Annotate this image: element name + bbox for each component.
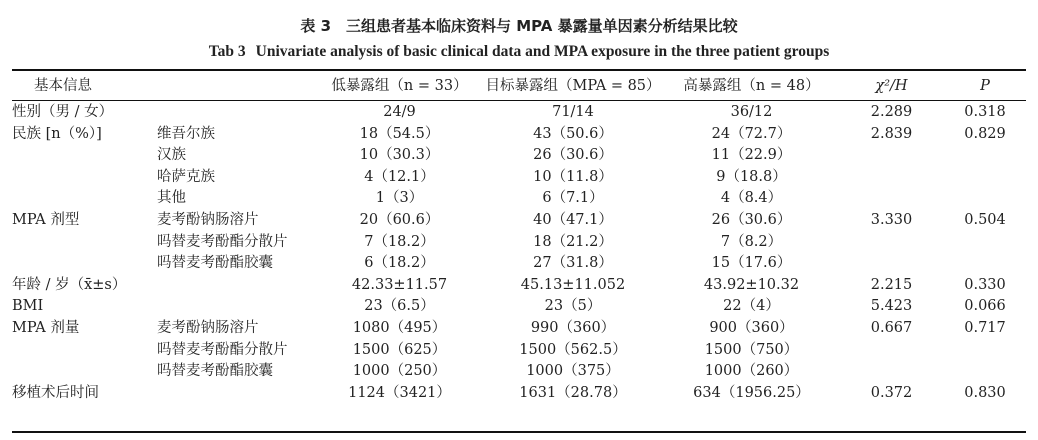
cell-item — [12, 340, 157, 362]
cell-statistic — [839, 340, 944, 362]
cell-item — [12, 145, 157, 167]
cell-high: 900（360） — [709, 319, 794, 336]
cell-low: 1（3） — [375, 190, 424, 207]
cell-high: 26（30.6） — [711, 211, 792, 228]
cell-target: 6（7.1） — [542, 190, 604, 207]
header-high-exposure: 高暴露组（n = 48） — [683, 78, 820, 94]
table-row — [12, 232, 1026, 254]
cell-target: 71/14 — [552, 104, 594, 120]
cell-item: MPA 剂型 — [12, 211, 80, 228]
table-row — [12, 318, 1026, 340]
cell-target: 10（11.8） — [533, 168, 613, 185]
table-row — [12, 361, 1026, 383]
cell-p — [944, 253, 1026, 275]
cell-target: 26（30.6） — [533, 147, 613, 164]
cell-item: 性别（男 / 女） — [12, 104, 114, 120]
cell-p — [944, 340, 1026, 362]
table-number: Tab 3 — [208, 43, 246, 60]
cell-statistic — [839, 361, 944, 383]
cell-subitem: 吗替麦考酚酯分散片 — [157, 233, 288, 250]
cell-target: 45.13±11.052 — [520, 276, 626, 293]
cell-target: 27（31.8） — [533, 255, 613, 272]
cell-statistic — [839, 145, 944, 167]
cell-item — [12, 361, 157, 383]
table-body — [12, 102, 1026, 404]
cell-statistic — [839, 167, 944, 189]
cell-item: BMI — [12, 298, 44, 315]
cell-low: 42.33±11.57 — [351, 276, 448, 293]
cell-p — [944, 145, 1026, 167]
cell-high: 9（18.8） — [716, 168, 787, 185]
cell-low: 18（54.5） — [359, 125, 440, 142]
cell-p: 0.830 — [964, 384, 1006, 401]
cell-subitem: 吗替麦考酚酯分散片 — [157, 341, 288, 358]
table-row — [12, 253, 1026, 275]
cell-subitem — [157, 383, 317, 405]
table-row — [12, 124, 1026, 146]
cell-target: 1631（28.78） — [519, 384, 627, 401]
cell-high: 15（17.6） — [711, 255, 792, 272]
cell-high: 43.92±10.32 — [703, 276, 800, 293]
cell-high: 4（8.4） — [720, 190, 783, 207]
table-title-cn: 表 3 三组患者基本临床资料与 MPA 暴露量单因素分析结果比较 — [300, 17, 738, 35]
cell-target: 1500（562.5） — [519, 341, 627, 358]
cell-p: 0.318 — [964, 104, 1006, 120]
cell-subitem: 麦考酚钠肠溶片 — [157, 211, 259, 228]
table-row — [12, 102, 1026, 124]
table-row — [12, 188, 1026, 210]
data-table — [12, 74, 1026, 404]
cell-high: 36/12 — [730, 104, 773, 120]
cell-low: 1080（495） — [352, 319, 447, 336]
cell-p: 0.504 — [964, 211, 1006, 228]
table-top-rule — [12, 69, 1026, 71]
cell-low: 4（12.1） — [364, 168, 435, 185]
header-row — [12, 74, 1026, 98]
cell-subitem: 哈萨克族 — [157, 168, 215, 185]
cell-target: 40（47.1） — [533, 211, 613, 228]
cell-p: 0.717 — [964, 319, 1006, 336]
header-target-exposure: 目标暴露组（MPA = 85） — [485, 78, 661, 94]
header-statistic: χ²/H — [875, 78, 908, 94]
cell-p — [944, 167, 1026, 189]
cell-low: 23（6.5） — [364, 298, 435, 315]
cell-subitem: 麦考酚钠肠溶片 — [157, 319, 259, 336]
cell-subitem: 汉族 — [157, 147, 186, 164]
cell-item: MPA 剂量 — [12, 319, 80, 336]
table-title-en-text: Univariate analysis of basic clinical data and MPA exposure in the three patient groups — [255, 43, 830, 60]
cell-low: 6（18.2） — [364, 255, 435, 272]
header-p-value: P — [980, 78, 990, 94]
header-low-exposure: 低暴露组（n = 33） — [331, 78, 468, 94]
cell-target: 23（5） — [544, 298, 602, 315]
cell-low: 20（60.6） — [359, 211, 440, 228]
cell-target: 1000（375） — [526, 363, 620, 380]
cell-item — [12, 188, 157, 210]
cell-high: 634（1956.25） — [693, 384, 810, 401]
cell-target: 18（21.2） — [533, 233, 613, 250]
table-bottom-rule — [12, 431, 1026, 433]
table-row — [12, 383, 1026, 405]
cell-low: 7（18.2） — [364, 233, 435, 250]
cell-statistic: 0.372 — [870, 384, 913, 401]
cell-statistic: 2.839 — [870, 125, 913, 142]
cell-statistic — [839, 253, 944, 275]
cell-p — [944, 361, 1026, 383]
cell-high: 11（22.9） — [711, 147, 792, 164]
cell-low: 10（30.3） — [359, 147, 440, 164]
header-info: 基本信息 — [34, 78, 92, 94]
table-row — [12, 210, 1026, 232]
cell-statistic: 5.423 — [870, 298, 913, 315]
cell-item: 民族 [n（%）] — [12, 125, 102, 142]
cell-p: 0.330 — [964, 276, 1006, 293]
cell-target: 43（50.6） — [533, 125, 613, 142]
cell-low: 1500（625） — [352, 341, 447, 358]
cell-statistic — [839, 188, 944, 210]
cell-p — [944, 188, 1026, 210]
cell-p: 0.066 — [964, 298, 1006, 315]
cell-subitem: 其他 — [157, 190, 186, 207]
cell-low: 1000（250） — [352, 363, 447, 380]
cell-subitem — [157, 296, 317, 318]
cell-statistic: 3.330 — [870, 211, 913, 228]
cell-item — [12, 232, 157, 254]
cell-subitem: 吗替麦考酚酯胶囊 — [157, 363, 273, 380]
cell-high: 7（8.2） — [720, 233, 783, 250]
table-row — [12, 340, 1026, 362]
table-row — [12, 296, 1026, 318]
cell-statistic: 0.667 — [870, 319, 913, 336]
cell-subitem — [157, 102, 317, 124]
table-row — [12, 275, 1026, 297]
cell-high: 1000（260） — [704, 363, 799, 380]
cell-subitem: 吗替麦考酚酯胶囊 — [157, 255, 273, 272]
cell-low: 1124（3421） — [348, 384, 451, 401]
cell-target: 990（360） — [530, 319, 616, 336]
cell-high: 22（4） — [723, 298, 780, 315]
table-title-en — [0, 42, 1038, 62]
cell-item: 年龄 / 岁（x̄±s） — [12, 276, 127, 293]
table-row — [12, 145, 1026, 167]
cell-subitem — [157, 275, 317, 297]
table-row — [12, 167, 1026, 189]
cell-statistic: 2.215 — [870, 276, 913, 293]
cell-statistic — [839, 232, 944, 254]
cell-item — [12, 167, 157, 189]
cell-statistic: 2.289 — [870, 104, 913, 120]
cell-high: 24（72.7） — [711, 125, 792, 142]
cell-p: 0.829 — [964, 125, 1006, 142]
cell-subitem: 维吾尔族 — [157, 125, 215, 142]
cell-high: 1500（750） — [704, 341, 799, 358]
cell-item: 移植术后时间 — [12, 384, 99, 401]
cell-item — [12, 253, 157, 275]
cell-low: 24/9 — [383, 104, 416, 120]
cell-p — [944, 232, 1026, 254]
